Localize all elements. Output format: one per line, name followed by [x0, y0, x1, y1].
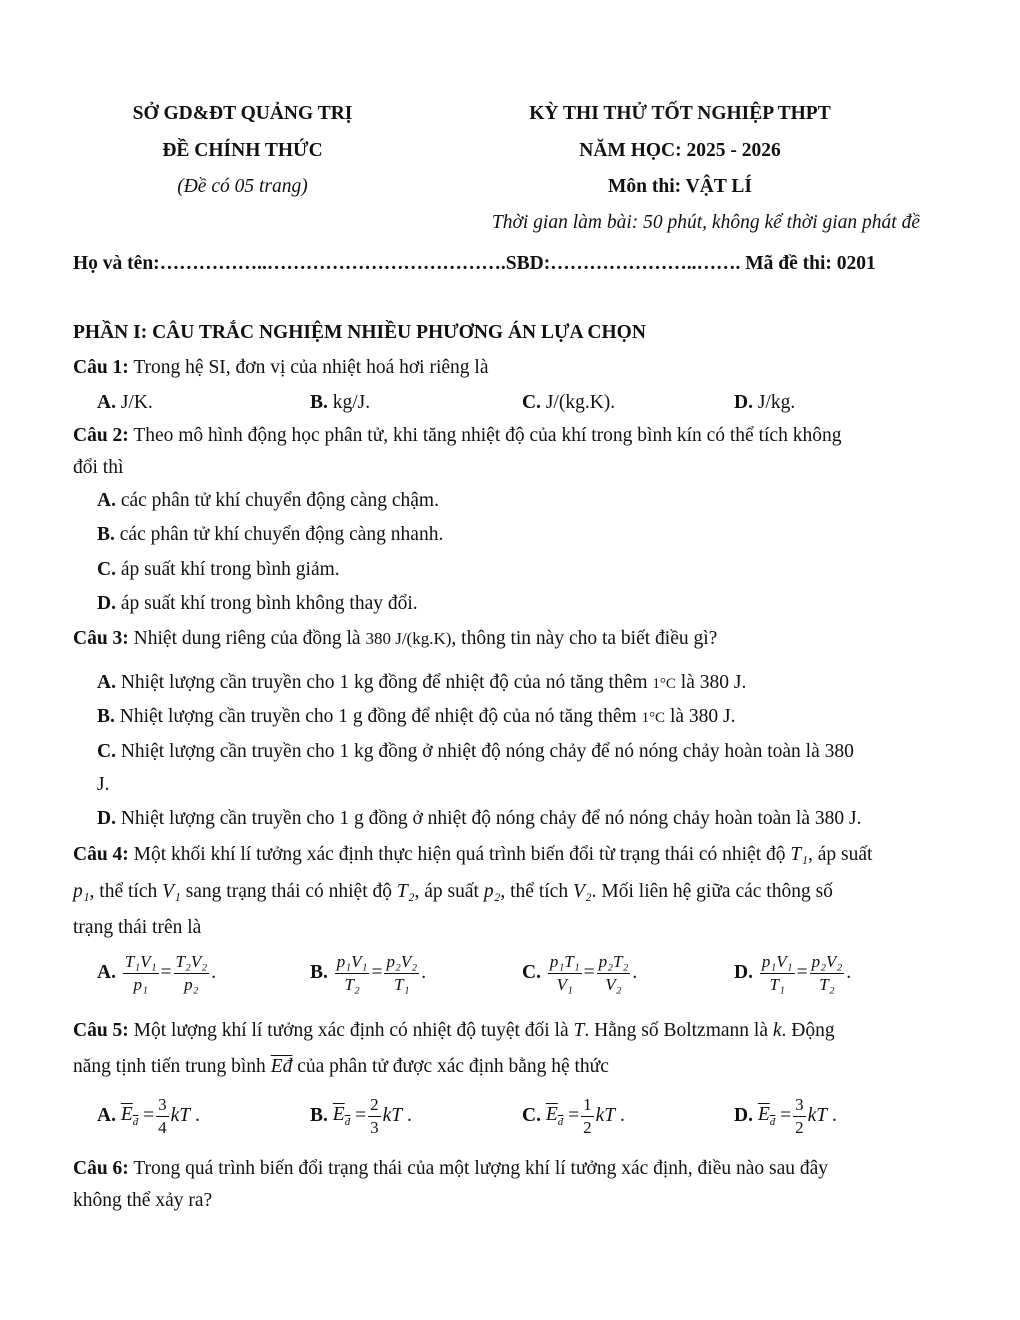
option-letter: C.	[97, 559, 116, 580]
q2-option-d[interactable]	[97, 593, 418, 615]
text: , áp suất	[414, 881, 479, 902]
numerator: T₁V₁	[123, 953, 159, 974]
symbol-energy: $E_đ$	[757, 1104, 776, 1129]
question-text: Trong hệ SI, đơn vị của nhiệt hoá hơi riêng là	[133, 357, 489, 378]
sbd-label: SBD:	[505, 253, 551, 274]
fraction	[548, 953, 582, 994]
denominator: p₂	[184, 974, 199, 994]
option-text: J/K.	[120, 392, 153, 413]
option-letter: B.	[310, 392, 328, 413]
numerator: p₁T₁	[548, 953, 582, 974]
energy-letter: E	[120, 1104, 133, 1126]
fraction	[335, 953, 370, 994]
denominator: V₂	[605, 974, 622, 994]
official-label: ĐỀ CHÍNH THỨC	[162, 140, 323, 161]
q4-option-a[interactable]: A. $\frac{\text{T₁V₁}}{\text{p₁}}$ = $\frac{\text{T₂V₂}}{\text{p₂}}$ .	[97, 952, 217, 994]
q1-option-b[interactable]	[310, 392, 370, 414]
question-2	[73, 425, 841, 447]
option-text: áp suất khí trong bình không thay đổi.	[120, 593, 418, 614]
denominator: T₁	[394, 974, 410, 994]
symbol-energy: $E_đ$	[120, 1104, 139, 1129]
symbol-v2: V₂	[572, 881, 592, 902]
option-text: Nhiệt lượng cần truyền cho 1 kg đồng ở nhiệt độ nóng chảy để nó nóng chảy hoàn toàn là 380	[120, 741, 854, 762]
question-1	[73, 357, 488, 379]
question-label: Câu 4:	[73, 844, 129, 865]
option-letter: B.	[97, 524, 115, 545]
symbol-t: T	[573, 1020, 585, 1041]
temperature: 1°C	[641, 710, 666, 726]
numerator: 3	[793, 1096, 806, 1117]
question-text: Nhiệt dung riêng của đồng là	[133, 628, 361, 649]
q1-option-c[interactable]	[522, 392, 615, 414]
option-letter: D.	[734, 962, 753, 984]
exam-code: Mã đề thi: 0201	[745, 253, 876, 274]
denominator: 2	[583, 1117, 592, 1137]
q5-option-a[interactable]: A. $E_đ$ = $\frac{3}{4}$ kT .	[97, 1095, 200, 1137]
option-letter: A.	[97, 672, 116, 693]
question-4	[73, 844, 872, 866]
text: . Mối liên hệ giữa các thông số	[591, 881, 833, 902]
fraction	[810, 953, 845, 994]
option-text: J/kg.	[757, 392, 796, 413]
school-year: NĂM HỌC: 2025 - 2026	[579, 140, 781, 161]
question-5	[73, 1020, 835, 1042]
denominator: 4	[158, 1117, 167, 1137]
denominator: 3	[370, 1117, 379, 1137]
q2-option-a[interactable]	[97, 490, 439, 512]
symbol-p1: p₁	[73, 881, 90, 902]
option-letter: B.	[310, 962, 328, 984]
exam-title: KỲ THI THỬ TỐT NGHIỆP THPT	[529, 103, 831, 124]
text: của phân tử được xác định bằng hệ thức	[297, 1056, 609, 1077]
option-letter: D.	[97, 808, 116, 829]
text: . Động	[781, 1020, 835, 1041]
text: , thể tích	[89, 881, 158, 902]
question-label: Câu 2:	[73, 425, 129, 446]
section-title: PHẦN I: CÂU TRẮC NGHIỆM NHIỀU PHƯƠNG ÁN LỰA CHỌN	[73, 322, 646, 343]
q3-option-b[interactable]	[97, 706, 736, 728]
numerator: 2	[368, 1096, 381, 1117]
question-text: Một lượng khí lí tưởng xác định có nhiệt độ tuyệt đối là	[133, 1020, 569, 1041]
option-text: Nhiệt lượng cần truyền cho 1 g đồng để nhiệt độ của nó tăng thêm	[119, 706, 637, 727]
question-text-end: , thông tin này cho ta biết điều gì?	[451, 628, 718, 649]
symbol-energy: $\overline{Eđ}$	[270, 1056, 293, 1077]
symbol-t1: T₁	[790, 844, 809, 865]
numerator: 3	[156, 1096, 169, 1117]
text: năng tịnh tiến trung bình	[73, 1056, 266, 1077]
q4-option-b[interactable]: B. $\frac{\text{p₁V₁}}{\text{T₂}}$ = $\frac{\text{p₂V₂}}{\text{T₁}}$ .	[310, 952, 427, 994]
q4-option-d[interactable]: D. $\frac{\text{p₁V₁}}{\text{T₁}}$ = $\frac{\text{p₂V₂}}{\text{T₂}}$ .	[734, 952, 852, 994]
symbol-p2: p₂	[483, 881, 501, 902]
question-text: Trong quá trình biến đổi trạng thái của một lượng khí lí tưởng xác định, điều nào sau đây	[133, 1158, 829, 1179]
question-label: Câu 6:	[73, 1158, 129, 1179]
name-field[interactable]: ……………..……………………………….	[159, 253, 506, 274]
fraction	[597, 953, 631, 994]
option-letter: A.	[97, 1105, 116, 1127]
q3-option-c-cont: J.	[97, 774, 110, 795]
unit-value: 380 J/(kg.K)	[365, 629, 452, 648]
fraction	[368, 1096, 381, 1137]
symbol-k: k	[772, 1020, 782, 1041]
numerator: p₂V₂	[810, 953, 845, 974]
question-3	[73, 628, 717, 650]
q4-option-c[interactable]: C. $\frac{\text{p₁T₁}}{\text{V₁}}$ = $\frac{\text{p₂T₂}}{\text{V₂}}$ .	[522, 952, 638, 994]
q3-option-a[interactable]	[97, 672, 746, 694]
option-letter: B.	[97, 706, 115, 727]
option-letter: C.	[522, 392, 541, 413]
option-text: Nhiệt lượng cần truyền cho 1 g đồng ở nhiệt độ nóng chảy để nó nóng chảy hoàn toàn là 380 J.	[120, 808, 862, 829]
temperature: 1°C	[652, 676, 676, 692]
option-letter: A.	[97, 392, 116, 413]
question-4-line3: trạng thái trên là	[73, 917, 202, 938]
numerator: p₁V₁	[335, 953, 370, 974]
option-text: Nhiệt lượng cần truyền cho 1 kg đồng để nhiệt độ của nó tăng thêm	[120, 672, 648, 693]
q5-option-d[interactable]: D. $E_đ$ = $\frac{3}{2}$ kT .	[734, 1095, 837, 1137]
question-6-line2: không thể xảy ra?	[73, 1190, 213, 1211]
q1-option-d[interactable]	[734, 392, 795, 414]
denominator: T₁	[769, 974, 785, 994]
fraction	[581, 1096, 594, 1137]
symbol-energy: $E_đ$	[545, 1104, 564, 1129]
fraction	[384, 953, 419, 994]
subject: Môn thi: VẬT LÍ	[608, 176, 752, 197]
question-text: Một khối khí lí tưởng xác định thực hiện quá trình biến đổi từ trạng thái có nhiệt độ	[133, 844, 786, 865]
kt-term: kT	[382, 1105, 403, 1127]
fraction	[760, 953, 795, 994]
symbol-t2: T₂	[396, 881, 415, 902]
energy-letter: E	[545, 1104, 558, 1126]
option-text: các phân tử khí chuyển động càng nhanh.	[119, 524, 444, 545]
energy-letter: E	[332, 1104, 345, 1126]
option-text: J/(kg.K).	[545, 392, 616, 413]
option-text: kg/J.	[332, 392, 371, 413]
school-name: SỞ GD&ĐT QUẢNG TRỊ	[132, 103, 353, 124]
question-2-cont: đổi thì	[73, 457, 124, 478]
option-text: áp suất khí trong bình giảm.	[120, 559, 340, 580]
kt-term: kT	[807, 1105, 828, 1127]
denominator: p₁	[133, 974, 148, 994]
question-text: Theo mô hình động học phân tử, khi tăng nhiệt độ của khí trong bình kín có thể tích không	[133, 425, 842, 446]
numerator: p₂V₂	[384, 953, 419, 974]
q1-option-a[interactable]	[97, 392, 153, 414]
numerator: p₁V₁	[760, 953, 795, 974]
option-text-end: là 380 J.	[680, 672, 747, 693]
q2-option-c[interactable]	[97, 559, 340, 581]
q3-option-c[interactable]	[97, 741, 854, 763]
page-count-note: (Đề có 05 trang)	[177, 176, 308, 197]
question-text-end: , áp suất	[808, 844, 873, 865]
option-letter: A.	[97, 962, 116, 984]
symbol-energy: $E_đ$	[332, 1104, 351, 1129]
kt-term: kT	[170, 1105, 191, 1127]
denominator: V₁	[556, 974, 573, 994]
numerator: 1	[581, 1096, 594, 1117]
option-text: các phân tử khí chuyển động càng chậm.	[120, 490, 439, 511]
energy-letter: E	[757, 1104, 770, 1126]
fraction	[156, 1096, 169, 1137]
kt-term: kT	[595, 1105, 616, 1127]
question-label: Câu 3:	[73, 628, 129, 649]
option-text-end: là 380 J.	[669, 706, 736, 727]
q3-option-d[interactable]	[97, 808, 861, 830]
fraction	[123, 953, 159, 994]
q5-option-c[interactable]: C. $E_đ$ = $\frac{1}{2}$ kT .	[522, 1095, 625, 1137]
question-label: Câu 5:	[73, 1020, 129, 1041]
sbd-field[interactable]: …………………..…….	[550, 253, 741, 274]
denominator: T₂	[344, 974, 360, 994]
time-note: Thời gian làm bài: 50 phút, không kể thời gian phát đề	[491, 212, 920, 233]
option-letter: B.	[310, 1105, 328, 1127]
text: sang trạng thái có nhiệt độ	[185, 881, 393, 902]
option-letter: C.	[522, 1105, 541, 1127]
denominator: 2	[795, 1117, 804, 1137]
question-5-line2	[73, 1056, 609, 1078]
option-letter: D.	[97, 593, 116, 614]
option-letter: C.	[97, 741, 116, 762]
denominator: T₂	[819, 974, 835, 994]
fraction	[174, 953, 210, 994]
numerator: p₂T₂	[597, 953, 631, 974]
q2-option-b[interactable]	[97, 524, 443, 546]
text: . Hằng số Boltzmann là	[584, 1020, 768, 1041]
numerator: T₂V₂	[174, 953, 210, 974]
text: , thể tích	[500, 881, 569, 902]
symbol-v1: V₁	[162, 881, 181, 902]
question-4-line2	[73, 881, 833, 903]
question-6	[73, 1158, 828, 1180]
student-info-line	[73, 253, 876, 275]
option-letter: D.	[734, 392, 753, 413]
option-letter: D.	[734, 1105, 753, 1127]
q5-option-b[interactable]: B. $E_đ$ = $\frac{2}{3}$ kT .	[310, 1095, 412, 1137]
option-letter: A.	[97, 490, 116, 511]
name-label: Họ và tên:	[73, 253, 160, 274]
option-letter: C.	[522, 962, 541, 984]
fraction	[793, 1096, 806, 1137]
question-label: Câu 1:	[73, 357, 129, 378]
